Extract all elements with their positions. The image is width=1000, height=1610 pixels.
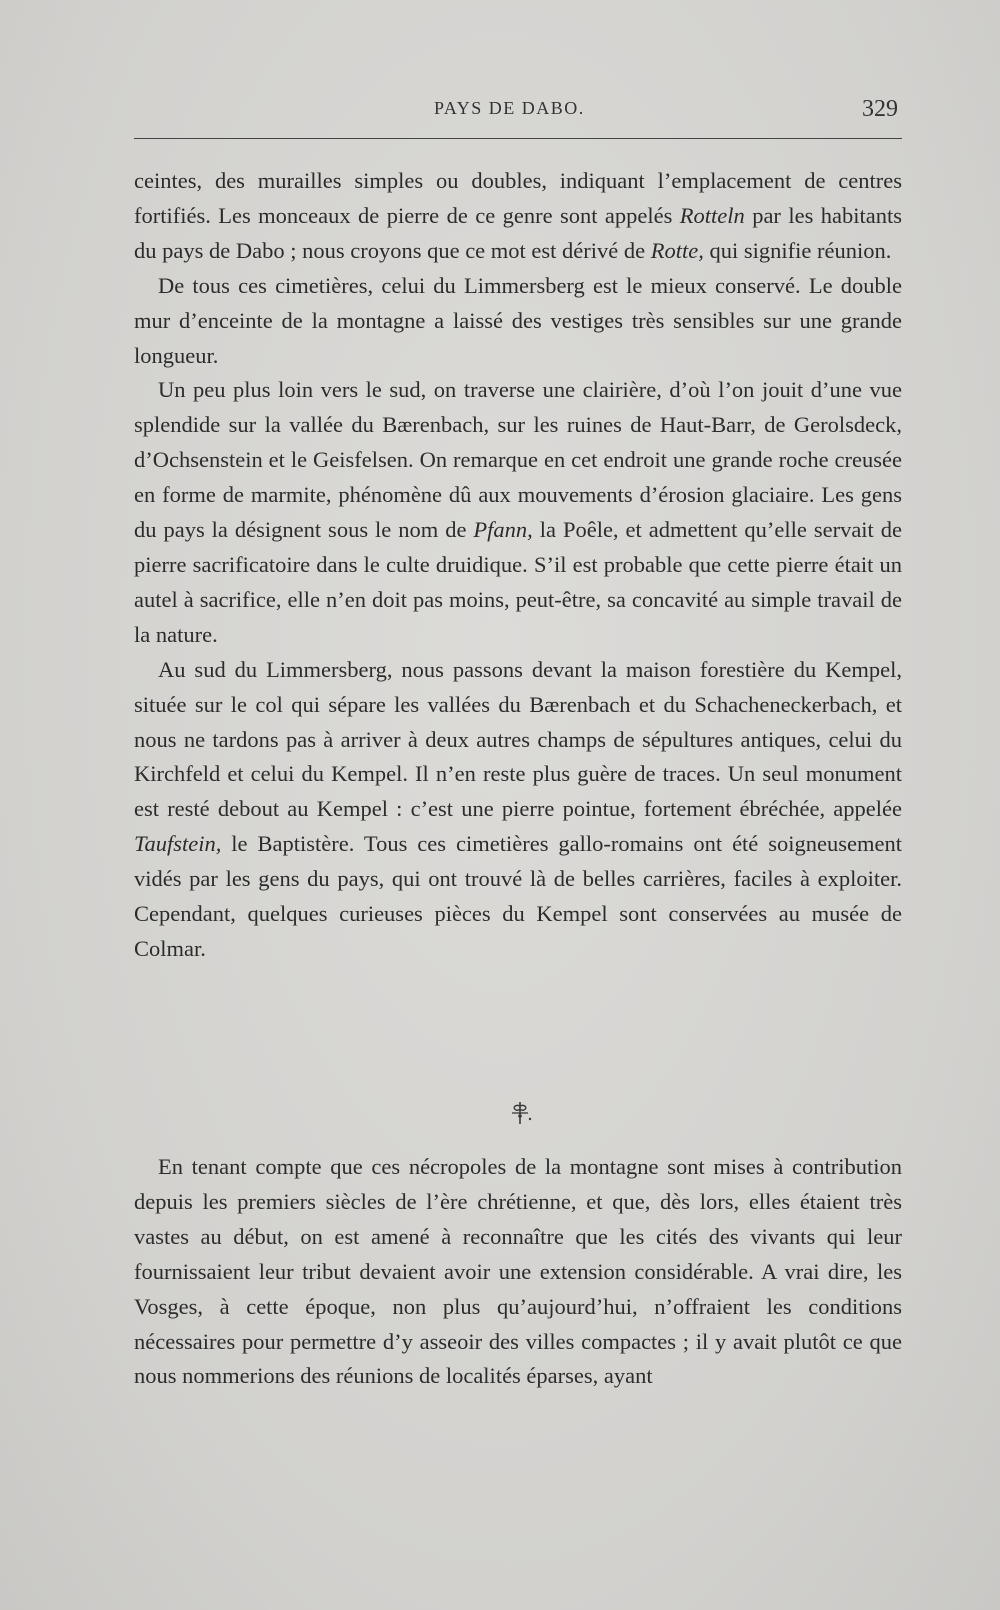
text-segment: Au sud du Limmersberg, nous passons devant la maison forestière du Kempel, située sur le col qui sépare les vallées du Bærenbach et du Schacheneckerbach, et nous ne tardons pas à arriver à deux autres champs de sépultures antiques, celui du Kirchfeld et celui du Kempel. Il n’en reste plus guère de traces. Un seul monument est resté debout au Kempel : c’est une pierre pointue, fortement ébréchée, appelée [134, 656, 902, 822]
paragraph-2 [134, 269, 902, 374]
paragraph-4 [134, 653, 902, 967]
italic-term: Rotte, [650, 237, 704, 263]
header-rule [134, 138, 902, 139]
text-segment: qui signifie réunion. [703, 237, 892, 263]
text-block-upper [134, 164, 902, 967]
italic-term: Rotteln [679, 202, 745, 228]
text-segment: le Baptistère. Tous ces cimetières gallo-romains ont été soigneusement vidés par les gens du pays, qui ont trouvé là de belles carrières, faciles à exploiter. Cependant, quelques curieuses pièces du Kempel sont conservées au musée de Colmar. [134, 831, 902, 961]
text-block-lower [134, 1150, 902, 1394]
text-segment: Un peu plus loin vers le sud, on traverse une clairière, d’où l’on jouit d’une vue splendide sur la vallée du Bærenbach, sur les ruines de Haut-Barr, de Gerolsdeck, d’Ochsenstein et le Geisfelsen. On remarque en cet endroit une grande roche creusée en forme de marmite, phénomène dû aux mouvements d’érosion glaciaire. Les gens du pays la désignent sous le nom de [134, 377, 902, 543]
fleuron-ornament-icon [500, 1100, 540, 1130]
running-title: PAYS DE DABO. [434, 98, 585, 118]
text-segment: par les habitants du pays de Dabo ; nous croyons que ce mot est dérivé de [134, 202, 902, 263]
paragraph-3 [134, 373, 902, 652]
italic-term: Pfann, [473, 517, 533, 543]
text-segment: De tous ces cimetières, celui du Limmersberg est le mieux conservé. Le double mur d’enceinte de la montagne a laissé des vestiges très sensibles sur une grande longueur. [134, 272, 902, 368]
text-segment: En tenant compte que ces nécropoles de la montagne sont mises à contribution depuis les premiers siècles de l’ère chrétienne, et que, dès lors, elles étaient très vastes au début, on est amené à reconnaître que les cités des vivants qui leur fournissaient leur tribut devaient avoir une extension considérable. A vrai dire, les Vosges, à cette époque, non plus qu’aujourd’hui, n’offraient les conditions nécessaires pour permettre d’y asseoir des villes compactes ; il y avait plutôt ce que nous nommerions des réunions de localités éparses, ayant [134, 1154, 902, 1389]
paragraph-1 [134, 164, 902, 269]
page-number: 329 [862, 96, 898, 122]
text-segment: la Poêle, et admettent qu’elle servait de pierre sacrificatoire dans le culte druidique. S’il est probable que cette pierre était un autel à sacrifice, elle n’en doit pas moins, peut-être, sa concavité au simple travail de la nature. [134, 517, 903, 647]
text-segment: ceintes, des murailles simples ou doubles, indiquant l’emplacement de centres fortifiés. Les monceaux de pierre de ce genre sont appelés [134, 168, 902, 228]
fleuron-ornament-svg [500, 1100, 540, 1130]
italic-term: Taufstein, [134, 831, 222, 857]
paragraph-5 [134, 1150, 902, 1394]
running-head [0, 96, 1000, 126]
